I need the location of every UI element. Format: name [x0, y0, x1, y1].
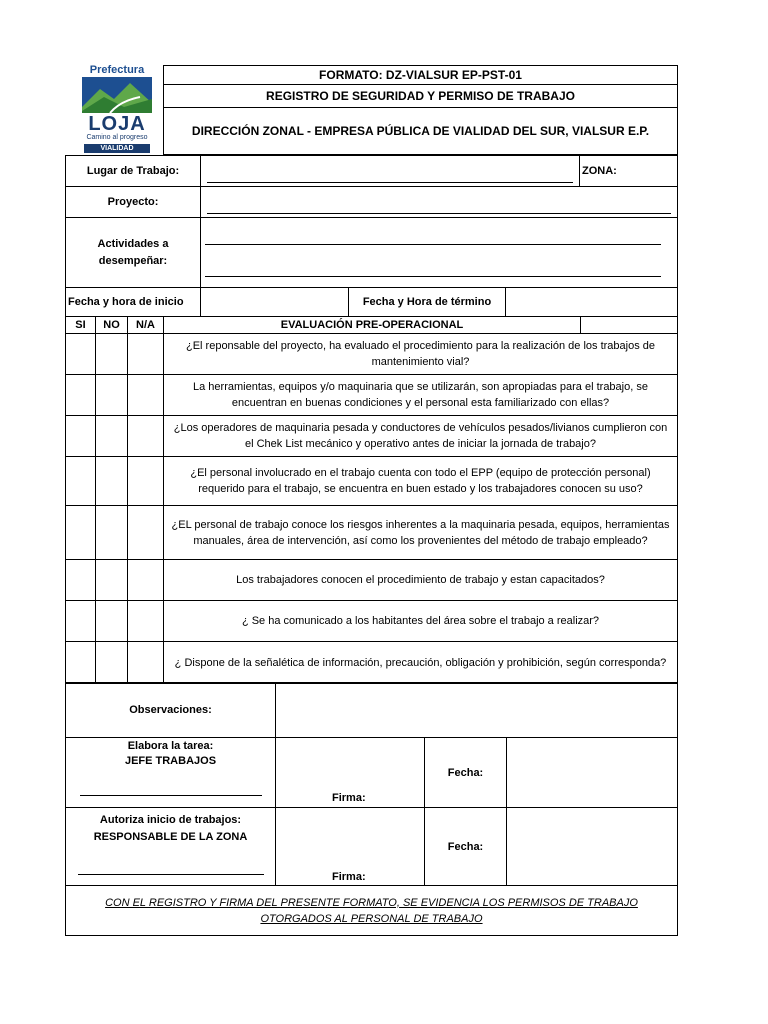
fecha-termino-label: Fecha y Hora de término	[348, 287, 506, 317]
si-checkbox[interactable]	[65, 600, 96, 642]
si-checkbox[interactable]	[65, 333, 96, 375]
formato-code: FORMATO: DZ-VIALSUR EP-PST-01	[163, 65, 678, 85]
proyecto-label: Proyecto:	[65, 186, 201, 218]
no-checkbox[interactable]	[95, 374, 128, 416]
logo-top-text: Prefectura	[89, 64, 145, 76]
no-checkbox[interactable]	[95, 641, 128, 684]
no-checkbox[interactable]	[95, 600, 128, 642]
na-checkbox[interactable]	[127, 374, 164, 416]
col-si-header: SI	[65, 316, 96, 334]
observaciones-field[interactable]	[275, 682, 678, 738]
question-text: ¿Los operadores de maquinaria pesada y conductores de vehículos pesados/livianos cumplieron con el Chek List mecánico y operativo antes de iniciar la jornada de trabajo?	[163, 415, 678, 457]
autoriza-role: RESPONSABLE DE LA ZONA	[93, 831, 248, 843]
actividades-underline-2	[205, 276, 661, 277]
autoriza-firma[interactable]	[275, 807, 425, 886]
na-checkbox[interactable]	[127, 559, 164, 601]
si-checkbox[interactable]	[65, 456, 96, 506]
lugar-field[interactable]	[200, 155, 580, 187]
observaciones-label: Observaciones:	[65, 682, 276, 738]
question-text: ¿El personal involucrado en el trabajo cuenta con todo el EPP (equipo de protección personal) requerido para el trabajo, se encuentra en buen estado y los trabajadores conocen su uso?	[163, 456, 678, 506]
lugar-underline	[207, 182, 573, 183]
question-text: ¿El reponsable del proyecto, ha evaluado el procedimiento para la realización de los trabajos de mantenimiento vial?	[163, 333, 678, 375]
question-text: ¿ Se ha comunicado a los habitantes del área sobre el trabajo a realizar?	[163, 600, 678, 642]
na-checkbox[interactable]	[127, 415, 164, 457]
no-checkbox[interactable]	[95, 415, 128, 457]
elabora-role: JEFE TRABAJOS	[124, 755, 217, 767]
footer-note: CON EL REGISTRO Y FIRMA DEL PRESENTE FORMATO, SE EVIDENCIA LOS PERMISOS DE TRABAJO OTORGADOS AL PERSONAL DE TRABAJO	[65, 885, 678, 936]
na-checkbox[interactable]	[127, 456, 164, 506]
firma-label: Firma:	[332, 792, 366, 804]
autoriza-block	[65, 807, 276, 886]
si-checkbox[interactable]	[65, 559, 96, 601]
autoriza-underline	[78, 874, 264, 875]
actividades-label: Actividades a desempeñar:	[65, 217, 201, 288]
elabora-block	[65, 737, 276, 808]
na-checkbox[interactable]	[127, 505, 164, 560]
na-checkbox[interactable]	[127, 600, 164, 642]
si-checkbox[interactable]	[65, 415, 96, 457]
lugar-label: Lugar de Trabajo:	[65, 155, 201, 187]
direccion-zonal: DIRECCIÓN ZONAL - EMPRESA PÚBLICA DE VIALIDAD DEL SUR, VIALSUR E.P.	[163, 107, 678, 155]
no-checkbox[interactable]	[95, 559, 128, 601]
mountain-icon	[80, 77, 154, 113]
elabora-underline	[80, 795, 262, 796]
fecha-termino-field[interactable]	[505, 287, 678, 317]
elabora-label: Elabora la tarea:	[127, 740, 214, 752]
no-checkbox[interactable]	[95, 456, 128, 506]
question-text: Los trabajadores conocen el procedimiento de trabajo y estan capacitados?	[163, 559, 678, 601]
si-checkbox[interactable]	[65, 641, 96, 684]
question-text: La herramientas, equipos y/o maquinaria que se utilizarán, son apropiadas para el trabajo, se encuentran en buenas condiciones y el personal esta familiarizado con ellas?	[163, 374, 678, 416]
question-text: ¿ Dispone de la señalética de información, precaución, obligación y prohibición, según corresponda?	[163, 641, 678, 684]
na-checkbox[interactable]	[127, 333, 164, 375]
proyecto-field[interactable]	[200, 186, 678, 218]
logo-tagline: Camino al progreso	[86, 134, 148, 141]
col-eval-header: EVALUACIÓN PRE-OPERACIONAL	[163, 316, 581, 334]
fecha-inicio-field[interactable]	[200, 287, 349, 317]
autoriza-fecha-label: Fecha:	[424, 807, 507, 886]
actividades-field[interactable]	[200, 217, 678, 288]
proyecto-underline	[207, 213, 671, 214]
elabora-firma[interactable]	[275, 737, 425, 808]
autoriza-label: Autoriza inicio de trabajos:	[99, 814, 242, 826]
logo-bottom-text: VIALIDAD	[84, 144, 150, 153]
fecha-inicio-label: Fecha y hora de inicio	[65, 287, 201, 317]
si-checkbox[interactable]	[65, 374, 96, 416]
elabora-fecha-field[interactable]	[506, 737, 678, 808]
actividades-underline-1	[205, 244, 661, 245]
no-checkbox[interactable]	[95, 333, 128, 375]
col-extra-header	[580, 316, 678, 334]
no-checkbox[interactable]	[95, 505, 128, 560]
logo-big-text: LOJA	[88, 113, 146, 135]
question-text: ¿EL personal de trabajo conoce los riesgos inherentes a la maquinaria pesada, equipos, herramientas manuales, área de intervención, así como los provenientes del método de trabajo empleado?	[163, 505, 678, 560]
si-checkbox[interactable]	[65, 505, 96, 560]
na-checkbox[interactable]	[127, 641, 164, 684]
zona-label[interactable]: ZONA:	[579, 155, 678, 187]
elabora-fecha-label: Fecha:	[424, 737, 507, 808]
firma-label: Firma:	[332, 871, 366, 883]
col-na-header: N/A	[127, 316, 164, 334]
col-no-header: NO	[95, 316, 128, 334]
autoriza-fecha-field[interactable]	[506, 807, 678, 886]
prefectura-loja-logo	[80, 64, 154, 154]
form-title: REGISTRO DE SEGURIDAD Y PERMISO DE TRABAJO	[163, 84, 678, 108]
